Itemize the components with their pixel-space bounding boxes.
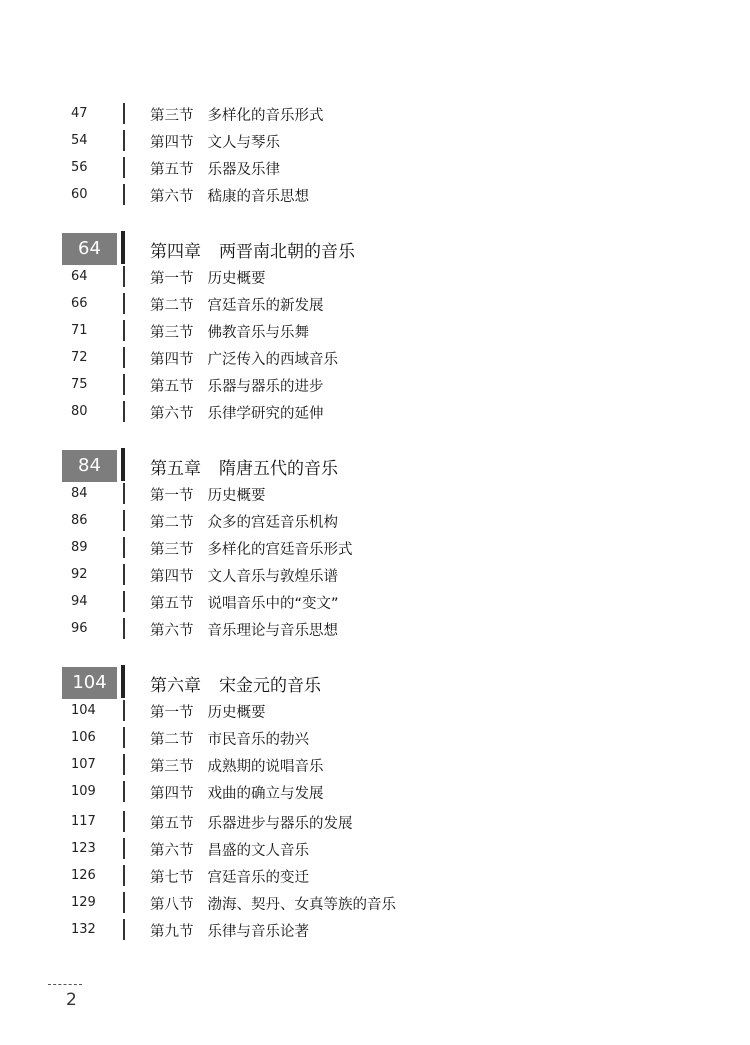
entry-divider-bar <box>123 754 125 775</box>
section-number: 第五节 <box>150 379 194 395</box>
entry-title <box>150 592 339 613</box>
section-number: 第二节 <box>150 515 194 531</box>
section-number: 第三节 <box>150 759 194 775</box>
toc-entry[interactable] <box>0 562 750 588</box>
chapter-page-badge: 104 <box>62 667 117 699</box>
section-name: 市民音乐的勃兴 <box>207 732 309 748</box>
section-name: 说唱音乐中的“变文” <box>207 596 339 612</box>
toc-entry[interactable] <box>0 508 750 534</box>
entry-page-number: 60 <box>71 187 88 202</box>
entry-page-number: 71 <box>71 323 88 338</box>
section-name: 成熟期的说唱音乐 <box>207 759 324 775</box>
footer-divider <box>48 984 82 985</box>
entry-title <box>150 511 338 532</box>
toc-entry[interactable] <box>0 399 750 425</box>
section-name: 众多的宫廷音乐机构 <box>207 515 338 531</box>
entry-page-number: 117 <box>71 814 96 829</box>
entry-divider-bar <box>123 727 125 748</box>
section-name: 乐器及乐律 <box>207 162 280 178</box>
entry-page-number: 75 <box>71 377 88 392</box>
entry-divider-bar <box>123 184 125 205</box>
section-number: 第四节 <box>150 569 194 585</box>
section-name: 乐律学研究的延伸 <box>207 406 324 422</box>
entry-page-number: 86 <box>71 513 88 528</box>
entry-divider-bar <box>123 510 125 531</box>
section-number: 第五节 <box>150 596 194 612</box>
toc-entry[interactable] <box>0 481 750 507</box>
entry-page-number: 92 <box>71 567 88 582</box>
chapter-name: 宋金元的音乐 <box>219 676 321 696</box>
entry-page-number: 96 <box>71 621 88 636</box>
section-name: 文人音乐与敦煌乐谱 <box>207 569 338 585</box>
entry-page-number: 126 <box>71 868 96 883</box>
chapter-page-badge: 64 <box>62 233 117 265</box>
section-number: 第六节 <box>150 406 194 422</box>
entry-page-number: 94 <box>71 594 88 609</box>
entry-page-number: 47 <box>71 106 88 121</box>
section-number: 第六节 <box>150 189 194 205</box>
section-number: 第四节 <box>150 352 194 368</box>
entry-page-number: 129 <box>71 895 96 910</box>
entry-page-number: 56 <box>71 160 88 175</box>
section-number: 第一节 <box>150 271 194 287</box>
section-number: 第三节 <box>150 542 194 558</box>
entry-page-number: 104 <box>71 703 96 718</box>
entry-divider-bar <box>123 483 125 504</box>
section-number: 第七节 <box>150 870 194 886</box>
toc-entry[interactable] <box>0 752 750 778</box>
toc-entry[interactable] <box>0 128 750 154</box>
entry-page-number: 89 <box>71 540 88 555</box>
entry-divider-bar <box>123 618 125 639</box>
entry-title <box>150 812 353 833</box>
section-number: 第五节 <box>150 816 194 832</box>
entry-title <box>150 402 324 423</box>
entry-divider-bar <box>123 401 125 422</box>
entry-divider-bar <box>123 374 125 395</box>
toc-entry[interactable] <box>0 155 750 181</box>
entry-page-number: 66 <box>71 296 88 311</box>
toc-entry[interactable] <box>0 616 750 642</box>
section-number: 第三节 <box>150 108 194 124</box>
chapter-title <box>150 237 355 262</box>
section-name: 音乐理论与音乐思想 <box>207 623 338 639</box>
section-number: 第三节 <box>150 325 194 341</box>
entry-page-number: 54 <box>71 133 88 148</box>
entry-page-number: 107 <box>71 757 96 772</box>
entry-title <box>150 728 309 749</box>
section-name: 乐器进步与器乐的发展 <box>207 816 353 832</box>
entry-divider-bar <box>123 892 125 913</box>
entry-title <box>150 893 396 914</box>
entry-title <box>150 375 324 396</box>
chapter-title <box>150 454 338 479</box>
entry-divider-bar <box>123 103 125 124</box>
entry-divider-bar <box>123 347 125 368</box>
section-number: 第九节 <box>150 924 194 940</box>
chapter-page-badge: 84 <box>62 450 117 482</box>
entry-divider-bar <box>123 591 125 612</box>
entry-title <box>150 619 338 640</box>
footer-page-number: 2 <box>66 990 77 1010</box>
entry-divider-bar <box>123 700 125 721</box>
toc-entry[interactable] <box>0 698 750 724</box>
chapter-number: 第四章 <box>150 242 201 262</box>
chapter-name: 隋唐五代的音乐 <box>219 459 338 479</box>
toc-entry[interactable] <box>0 372 750 398</box>
section-number: 第二节 <box>150 298 194 314</box>
toc-entry[interactable] <box>0 917 750 943</box>
entry-title <box>150 920 309 941</box>
section-number: 第六节 <box>150 843 194 859</box>
entry-title <box>150 158 280 179</box>
entry-title <box>150 104 324 125</box>
section-name: 乐器与器乐的进步 <box>207 379 324 395</box>
section-number: 第八节 <box>150 897 194 913</box>
section-number: 第四节 <box>150 135 194 151</box>
entry-page-number: 123 <box>71 841 96 856</box>
entry-page-number: 109 <box>71 784 96 799</box>
toc-entry[interactable] <box>0 318 750 344</box>
toc-entry[interactable] <box>0 345 750 371</box>
entry-divider-bar <box>123 781 125 802</box>
chapter-divider-bar <box>121 665 125 698</box>
section-name: 历史概要 <box>207 488 266 504</box>
entry-divider-bar <box>123 838 125 859</box>
entry-page-number: 72 <box>71 350 88 365</box>
chapter-heading[interactable] <box>0 667 750 699</box>
chapter-divider-bar <box>121 231 125 264</box>
toc-entry[interactable] <box>0 809 750 835</box>
entry-title <box>150 348 338 369</box>
toc-entry[interactable] <box>0 863 750 889</box>
chapter-name: 两晋南北朝的音乐 <box>219 242 355 262</box>
entry-title <box>150 866 309 887</box>
section-name: 宫廷音乐的新发展 <box>207 298 324 314</box>
chapter-number: 第六章 <box>150 676 201 696</box>
chapter-divider-bar <box>121 448 125 481</box>
entry-divider-bar <box>123 266 125 287</box>
section-name: 渤海、契丹、女真等族的音乐 <box>207 897 396 913</box>
toc-entry[interactable] <box>0 535 750 561</box>
toc-entry[interactable] <box>0 890 750 916</box>
section-name: 嵇康的音乐思想 <box>207 189 309 205</box>
chapter-heading[interactable] <box>0 450 750 482</box>
entry-title <box>150 267 266 288</box>
entry-divider-bar <box>123 537 125 558</box>
entry-divider-bar <box>123 865 125 886</box>
section-name: 历史概要 <box>207 705 266 721</box>
toc-entry[interactable] <box>0 589 750 615</box>
entry-divider-bar <box>123 157 125 178</box>
section-name: 佛教音乐与乐舞 <box>207 325 309 341</box>
section-name: 戏曲的确立与发展 <box>207 786 324 802</box>
entry-divider-bar <box>123 130 125 151</box>
toc-entry[interactable] <box>0 836 750 862</box>
toc-entry[interactable] <box>0 264 750 290</box>
entry-title <box>150 131 280 152</box>
toc-entry[interactable] <box>0 182 750 208</box>
entry-divider-bar <box>123 320 125 341</box>
entry-divider-bar <box>123 811 125 832</box>
section-number: 第五节 <box>150 162 194 178</box>
entry-title <box>150 185 309 206</box>
toc-entry[interactable] <box>0 291 750 317</box>
chapter-heading[interactable] <box>0 233 750 265</box>
toc-entry[interactable] <box>0 725 750 751</box>
section-name: 昌盛的文人音乐 <box>207 843 309 859</box>
section-number: 第二节 <box>150 732 194 748</box>
section-number: 第六节 <box>150 623 194 639</box>
entry-title <box>150 701 266 722</box>
entry-divider-bar <box>123 564 125 585</box>
section-name: 多样化的音乐形式 <box>207 108 324 124</box>
entry-page-number: 106 <box>71 730 96 745</box>
entry-title <box>150 839 309 860</box>
entry-title <box>150 538 353 559</box>
entry-page-number: 84 <box>71 486 88 501</box>
section-name: 多样化的宫廷音乐形式 <box>207 542 353 558</box>
section-number: 第四节 <box>150 786 194 802</box>
entry-page-number: 132 <box>71 922 96 937</box>
section-name: 历史概要 <box>207 271 266 287</box>
chapter-title <box>150 671 321 696</box>
entry-title <box>150 782 324 803</box>
toc-entry[interactable] <box>0 101 750 127</box>
entry-title <box>150 484 266 505</box>
toc-entry[interactable] <box>0 779 750 805</box>
entry-title <box>150 294 324 315</box>
section-name: 广泛传入的西域音乐 <box>207 352 338 368</box>
entry-page-number: 64 <box>71 269 88 284</box>
entry-title <box>150 755 324 776</box>
entry-divider-bar <box>123 293 125 314</box>
section-name: 乐律与音乐论著 <box>207 924 309 940</box>
entry-title <box>150 321 309 342</box>
chapter-number: 第五章 <box>150 459 201 479</box>
entry-title <box>150 565 338 586</box>
section-name: 宫廷音乐的变迁 <box>207 870 309 886</box>
section-number: 第一节 <box>150 705 194 721</box>
entry-page-number: 80 <box>71 404 88 419</box>
section-number: 第一节 <box>150 488 194 504</box>
entry-divider-bar <box>123 919 125 940</box>
section-name: 文人与琴乐 <box>207 135 280 151</box>
